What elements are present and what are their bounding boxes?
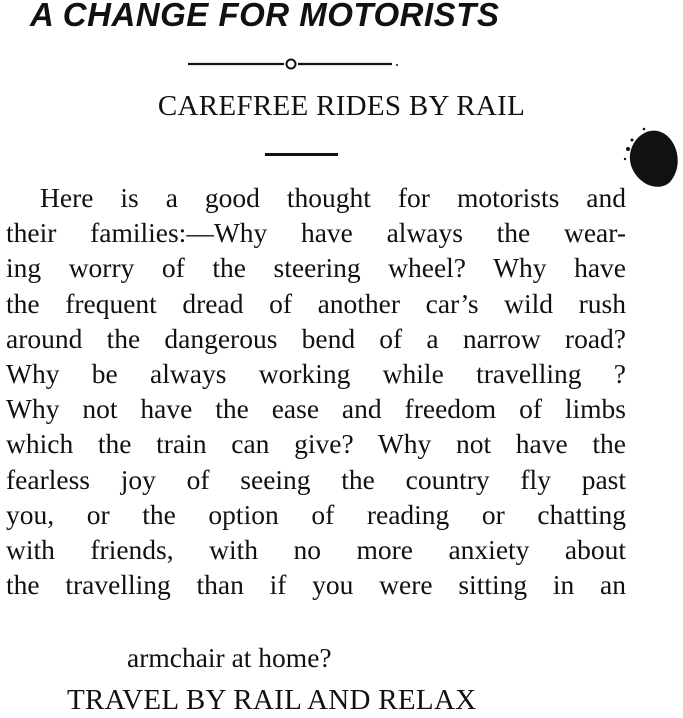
slogan: TRAVEL BY RAIL AND RELAX	[67, 684, 477, 716]
body-line: with friends, with no more anxiety about	[6, 534, 626, 566]
ornamental-rule	[188, 58, 398, 70]
body-line: their families:—Why have always the wear-	[6, 217, 626, 249]
body-line: which the train can give? Why not have the	[6, 428, 626, 460]
body-line: you, or the option of reading or chatting	[6, 498, 626, 530]
closing-line: armchair at home?	[127, 642, 332, 673]
body-line: Why not have the ease and freedom of limbs	[6, 393, 626, 425]
body-line: around the dangerous bend of a narrow road?	[6, 322, 626, 354]
body-line: the travelling than if you were sitting in an	[6, 569, 626, 601]
subheadline: CAREFREE RIDES BY RAIL	[157, 90, 526, 122]
body-line: the frequent dread of another car’s wild rush	[6, 287, 626, 319]
body-line: fearless joy of seeing the country fly past	[6, 463, 626, 495]
body-line: Why be always working while travelling ?	[6, 358, 626, 390]
headline: A CHANGE FOR MOTORISTS	[30, 0, 500, 33]
article-body	[6, 180, 626, 602]
section-divider	[265, 153, 338, 156]
body-line: Here is a good thought for motorists and	[40, 182, 626, 213]
ink-blot-mark	[620, 125, 682, 190]
body-line: ing worry of the steering wheel? Why have	[6, 252, 626, 284]
